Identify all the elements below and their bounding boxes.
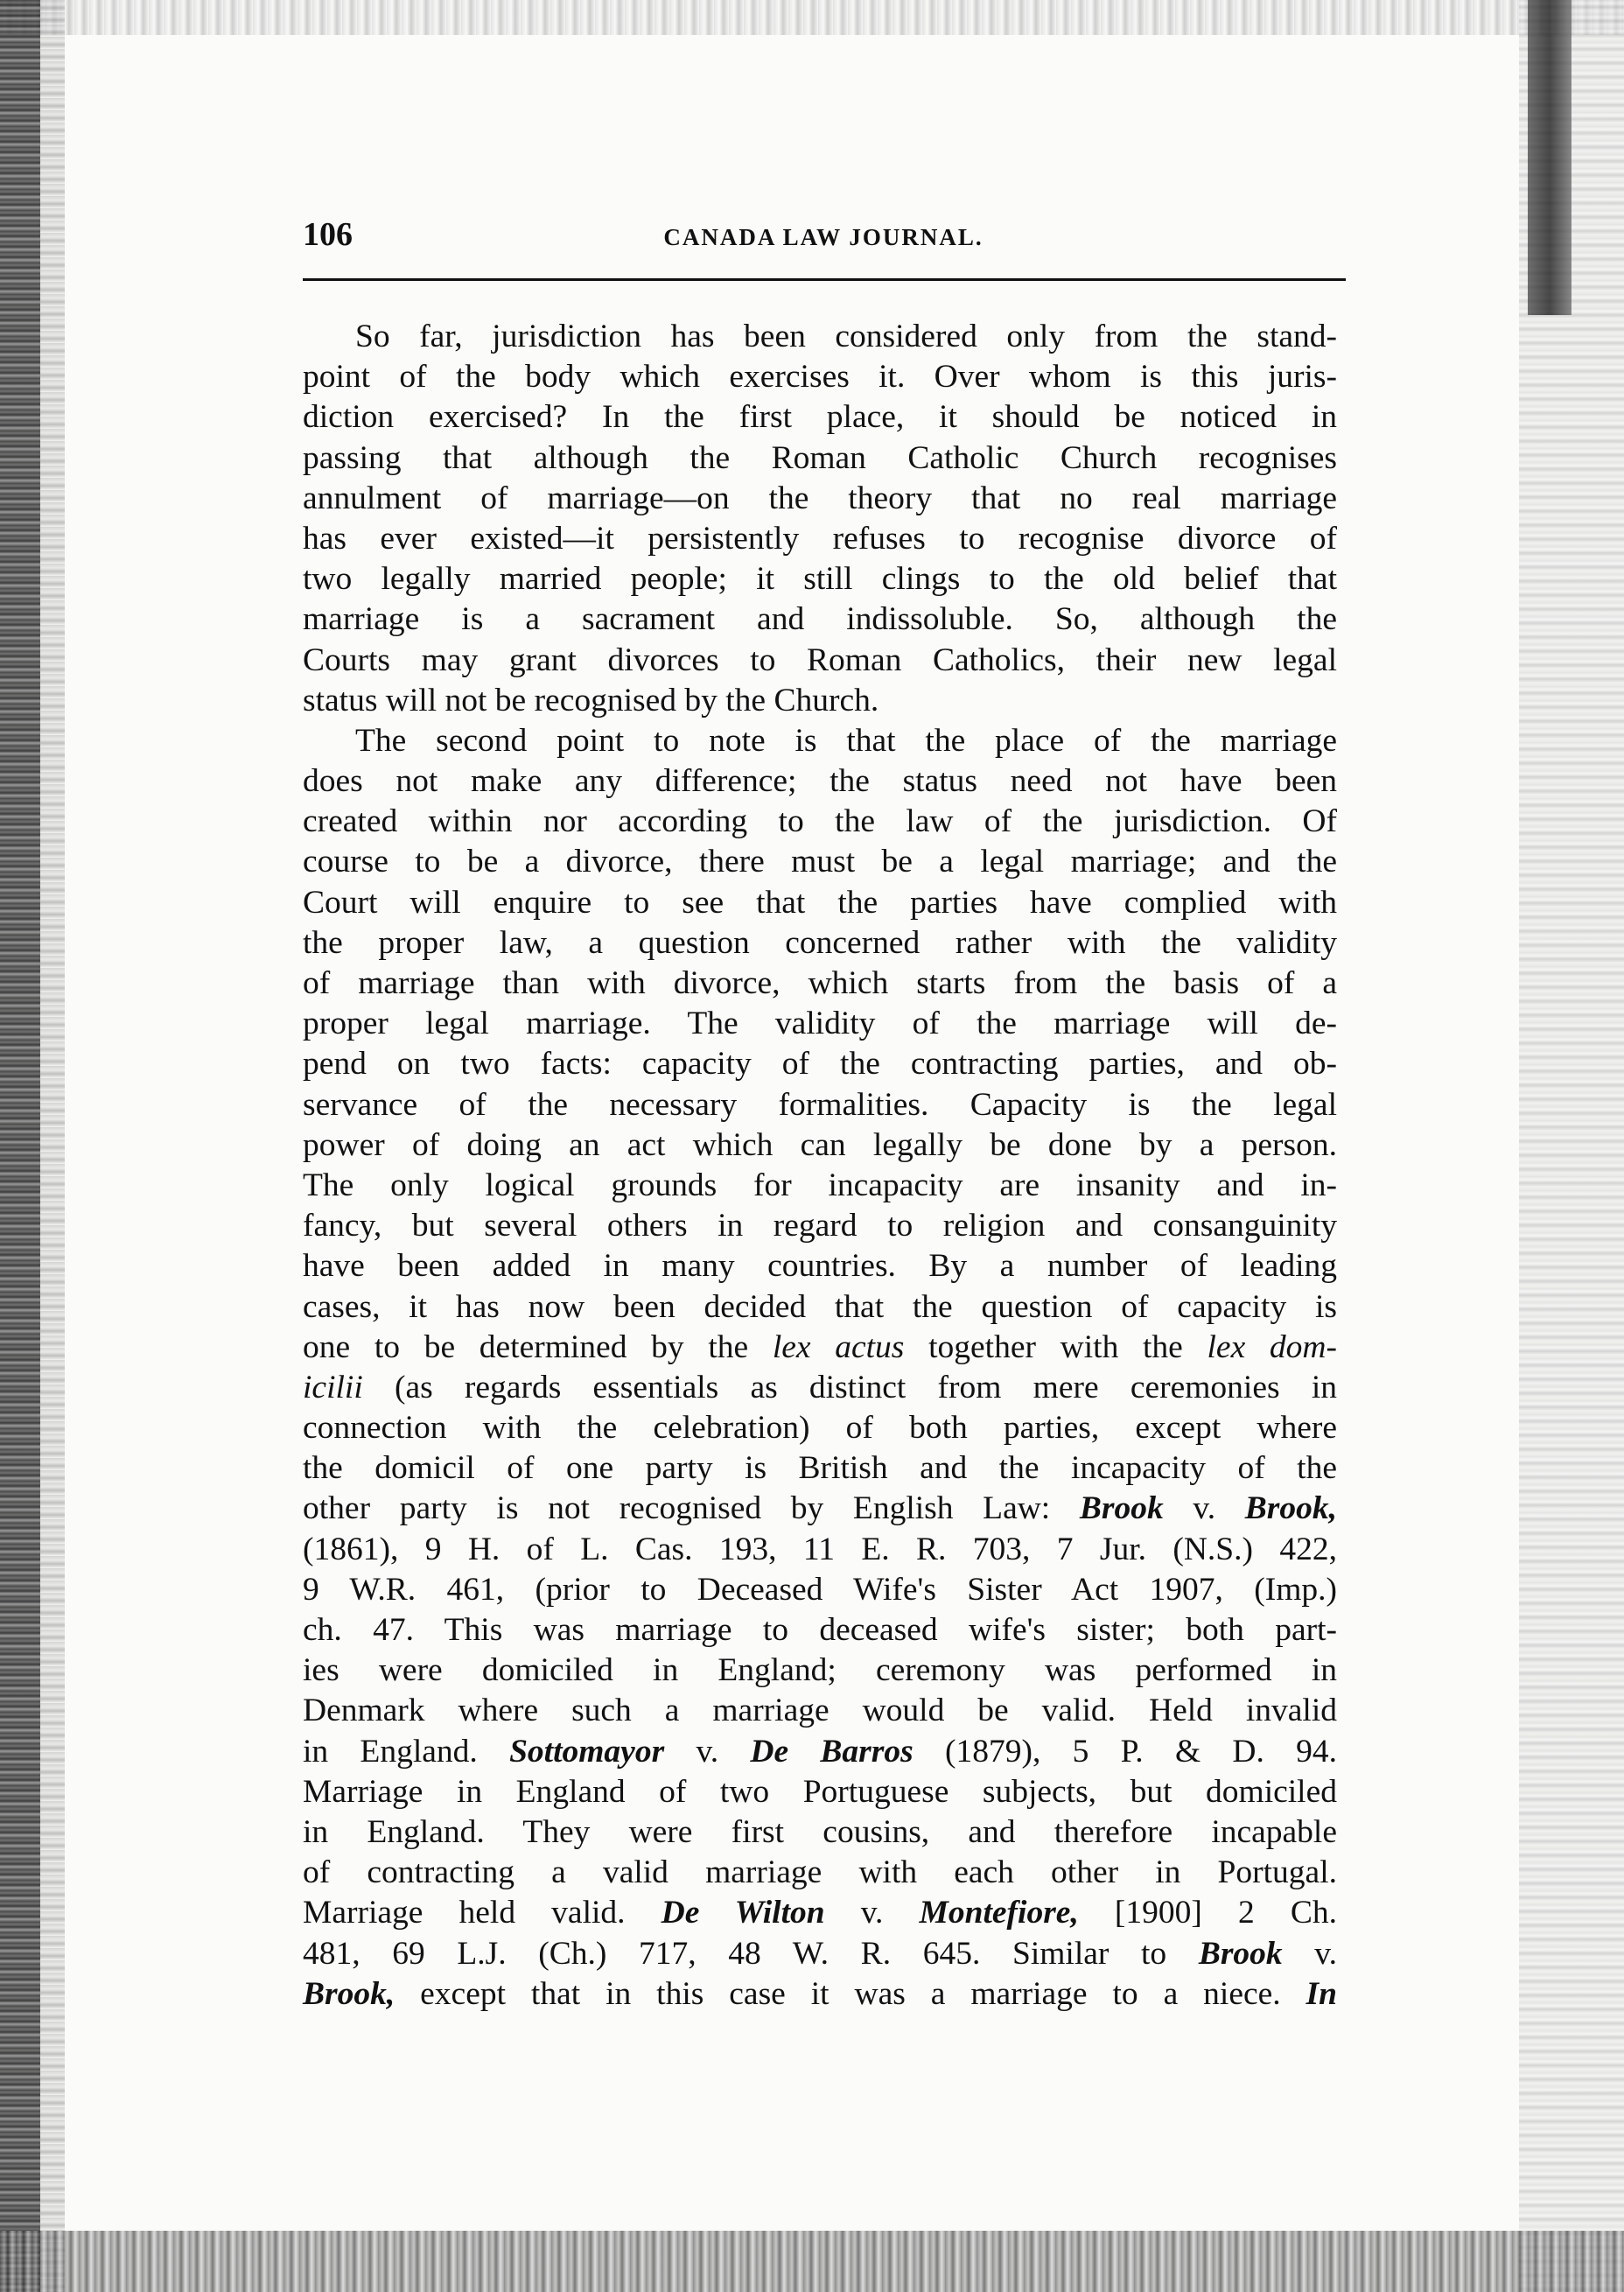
text-line: cases, it has now been decided that the question of capacity is xyxy=(303,1288,1337,1325)
text-line: two legally married people; it still clings to the old belief that xyxy=(303,561,1337,598)
text-line: other party is not recognised by English Law: Brook v. Brook, xyxy=(303,1490,1337,1527)
text-line: has ever existed—it persistently refuses to recognise divorce of xyxy=(303,520,1337,557)
body-text xyxy=(303,317,1337,2015)
text-line: power of doing an act which can legally be done by a person. xyxy=(303,1126,1337,1163)
text-line: servance of the necessary formalities. Capacity is the legal xyxy=(303,1086,1337,1123)
paragraph-1 xyxy=(303,317,1337,721)
text-line: does not make any difference; the status need not have been xyxy=(303,763,1337,800)
text-line: the domicil of one party is British and the incapacity of the xyxy=(303,1450,1337,1487)
text-line: Denmark where such a marriage would be valid. Held invalid xyxy=(303,1693,1337,1729)
text-line: of contracting a valid marriage with each other in Portugal. xyxy=(303,1854,1337,1891)
page-number: 106 xyxy=(303,216,353,253)
text-line: (1861), 9 H. of L. Cas. 193, 11 E. R. 703, 7 Jur. (N.S.) 422, xyxy=(303,1531,1337,1567)
page-header xyxy=(303,215,1344,259)
text-line: Marriage in England of two Portuguese subjects, but domiciled xyxy=(303,1773,1337,1810)
text-line: in England. They were first cousins, and therefore incapable xyxy=(303,1813,1337,1850)
running-head: CANADA LAW JOURNAL. xyxy=(663,224,984,250)
text-line: annulment of marriage—on the theory that no real marriage xyxy=(303,480,1337,516)
text-line: ch. 47. This was marriage to deceased wife's sister; both part- xyxy=(303,1612,1337,1648)
text-line: status will not be recognised by the Church. xyxy=(303,682,879,718)
text-line: have been added in many countries. By a number of leading xyxy=(303,1248,1337,1285)
text-line: diction exercised? In the first place, it should be noticed in xyxy=(303,399,1337,436)
text-line: Brook, except that in this case it was a marriage to a niece. In xyxy=(303,1975,1337,2012)
text-line: The second point to note is that the place of the marriage xyxy=(355,722,1337,759)
text-line: pend on two facts: capacity of the contracting parties, and ob- xyxy=(303,1046,1337,1083)
text-line: The only logical grounds for incapacity are insanity and in- xyxy=(303,1167,1337,1203)
text-line: the proper law, a question concerned rather with the validity xyxy=(303,924,1337,961)
text-line: Court will enquire to see that the parties have complied with xyxy=(303,884,1337,921)
text-line: created within nor according to the law of the jurisdiction. Of xyxy=(303,803,1337,840)
paragraph-2 xyxy=(303,721,1337,2015)
text-line: 9 W.R. 461, (prior to Deceased Wife's Sister Act 1907, (Imp.) xyxy=(303,1571,1337,1608)
text-line: in England. Sottomayor v. De Barros (1879), 5 P. & D. 94. xyxy=(303,1733,1337,1770)
text-line: Courts may grant divorces to Roman Catholics, their new legal xyxy=(303,641,1337,678)
text-line: point of the body which exercises it. Over whom is this juris- xyxy=(303,359,1337,396)
text-line: fancy, but several others in regard to religion and consanguinity xyxy=(303,1208,1337,1244)
text-line: Marriage held valid. De Wilton v. Montefiore, [1900] 2 Ch. xyxy=(303,1895,1337,1931)
text-line: icilii (as regards essentials as distinct from mere ceremonies in xyxy=(303,1369,1337,1405)
text-line: course to be a divorce, there must be a legal marriage; and the xyxy=(303,844,1337,880)
header-rule xyxy=(303,278,1346,281)
text-line: ies were domiciled in England; ceremony was performed in xyxy=(303,1652,1337,1689)
text-line: connection with the celebration) of both parties, except where xyxy=(303,1410,1337,1447)
text-line: marriage is a sacrament and indissoluble. So, although the xyxy=(303,601,1337,638)
text-line: So far, jurisdiction has been considered only from the stand- xyxy=(355,319,1337,354)
text-line: proper legal marriage. The validity of the marriage will de- xyxy=(303,1006,1337,1042)
text-line: one to be determined by the lex actus together with the lex dom- xyxy=(303,1328,1337,1365)
text-line: of marriage than with divorce, which starts from the basis of a xyxy=(303,965,1337,1001)
text-line: passing that although the Roman Catholic Church recognises xyxy=(303,439,1337,476)
text-line: 481, 69 L.J. (Ch.) 717, 48 W. R. 645. Similar to Brook v. xyxy=(303,1935,1337,1972)
